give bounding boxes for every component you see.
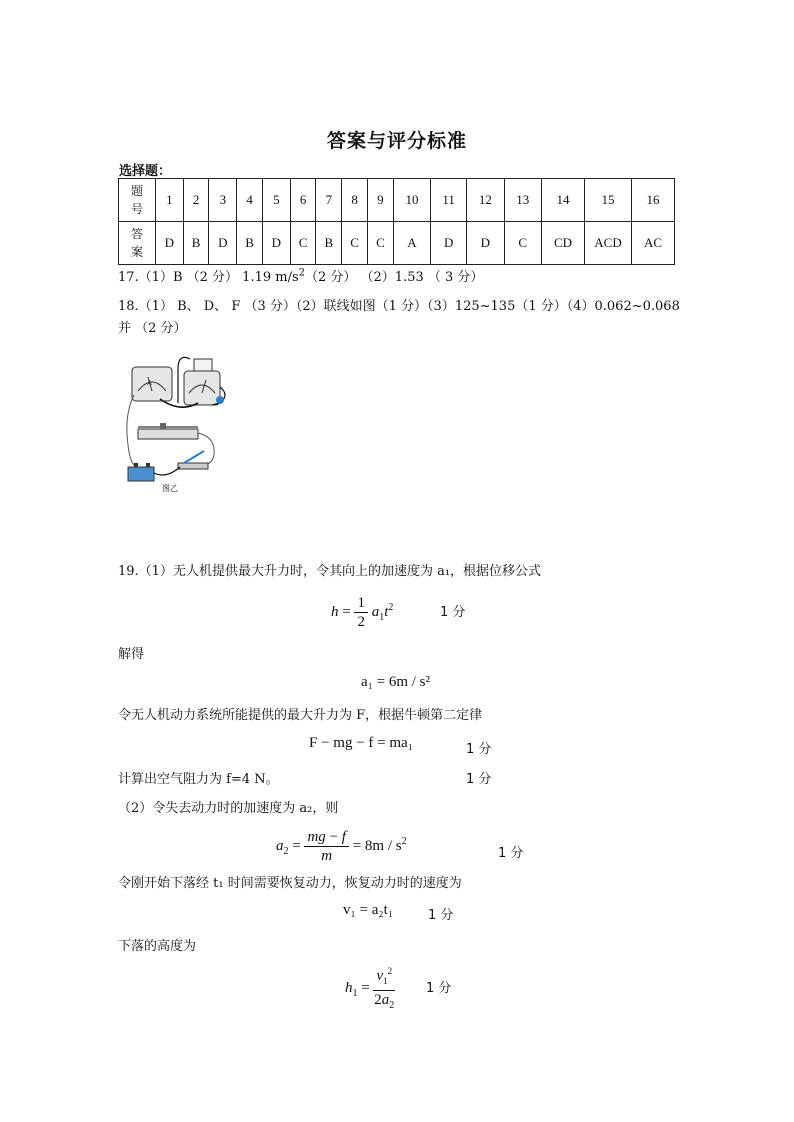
table-cell: D xyxy=(262,222,290,265)
equation-newton: F − mg − f = ma₁ xyxy=(309,735,413,751)
table-cell: 6 xyxy=(290,179,316,222)
table-cell: 11 xyxy=(431,179,467,222)
circuit-figure xyxy=(120,355,232,500)
figure-caption: 图乙 xyxy=(162,484,178,493)
table-cell: 15 xyxy=(585,179,632,222)
q19-paragraph: 令刚开始下落经 t₁ 时间需要恢复动力，恢复动力时的速度为 xyxy=(118,876,462,891)
table-cell: B xyxy=(316,222,342,265)
page-title: 答案与评分标准 xyxy=(326,130,467,152)
table-cell: 12 xyxy=(467,179,504,222)
q19-intro: 19.（1）无人机提供最大升力时，令其向上的加速度为 a₁，根据位移公式 xyxy=(118,564,542,579)
table-cell: AC xyxy=(632,222,675,265)
q18-answer-line2: 并 （2 分） xyxy=(118,321,187,336)
equation-height: $h_1$ = $\frac{v_1^2}{2a_2}$ xyxy=(345,962,395,1015)
circuit-diagram-image xyxy=(120,355,232,500)
q19-paragraph: 计算出空气阻力为 f=4 N。 xyxy=(118,772,279,787)
table-cell: 4 xyxy=(237,179,263,222)
table-header-answer: 答案 xyxy=(119,222,156,265)
table-cell: B xyxy=(183,222,209,265)
score-label: 1 分 xyxy=(466,772,492,787)
score-label: 1 分 xyxy=(466,742,492,757)
table-cell: CD xyxy=(542,222,585,265)
equation-displacement: h = $\frac{1}{2}$ $a_1t^2$ xyxy=(331,595,394,630)
table-row xyxy=(119,179,675,222)
equation-velocity: v₁ = a₂t₁ xyxy=(343,902,393,918)
score-label: 1 分 xyxy=(428,908,454,923)
answer-table xyxy=(118,178,675,265)
q17-answer: 17.（1）B （2 分） 1.19 $m/s^2(2$ 分） （2）1.53 （ 3 分） xyxy=(118,267,484,285)
table-cell: 13 xyxy=(504,179,541,222)
table-cell: 1 xyxy=(156,179,184,222)
table-cell: 10 xyxy=(393,179,430,222)
table-cell: 2 xyxy=(183,179,209,222)
table-cell: D xyxy=(467,222,504,265)
table-cell: 14 xyxy=(542,179,585,222)
equation-fall-acceleration: $a_2$ = $\frac{mg - f}{m}$ = $8m / s^2$ xyxy=(276,829,407,864)
table-cell: 3 xyxy=(209,179,237,222)
table-cell: 9 xyxy=(368,179,394,222)
svg-text:A: A xyxy=(147,379,152,387)
q19-part2-intro: （2）令失去动力时的加速度为 a₂，则 xyxy=(118,801,339,816)
table-cell: 5 xyxy=(262,179,290,222)
score-label: 1 分 xyxy=(440,605,466,620)
table-cell: C xyxy=(504,222,541,265)
score-label: 1 分 xyxy=(426,981,452,996)
equation-acceleration: a₁ = 6m / s² xyxy=(361,674,431,690)
score-label: 1 分 xyxy=(498,846,524,861)
table-cell: D xyxy=(156,222,184,265)
table-cell: ACD xyxy=(585,222,632,265)
section-label: 选择题： xyxy=(119,164,172,179)
table-cell: A xyxy=(393,222,430,265)
table-cell: 16 xyxy=(632,179,675,222)
table-header-number: 题号 xyxy=(119,179,156,222)
solve-label: 解得 xyxy=(118,647,145,662)
table-cell: D xyxy=(431,222,467,265)
table-cell: C xyxy=(290,222,316,265)
q19-paragraph: 令无人机动力系统所能提供的最大升力为 F，根据牛顿第二定律 xyxy=(118,708,483,723)
table-cell: C xyxy=(368,222,394,265)
table-cell: C xyxy=(342,222,368,265)
table-cell: D xyxy=(209,222,237,265)
table-cell: B xyxy=(237,222,263,265)
q19-paragraph: 下落的高度为 xyxy=(118,939,197,954)
q18-answer-line1: 18.（1） B、 D、 F （3 分）（2）联线如图（1 分）（3）125~135（1 分）（4）0.062~0.068 xyxy=(118,299,680,314)
table-cell: 8 xyxy=(342,179,368,222)
table-row xyxy=(119,222,675,265)
table-cell: 7 xyxy=(316,179,342,222)
